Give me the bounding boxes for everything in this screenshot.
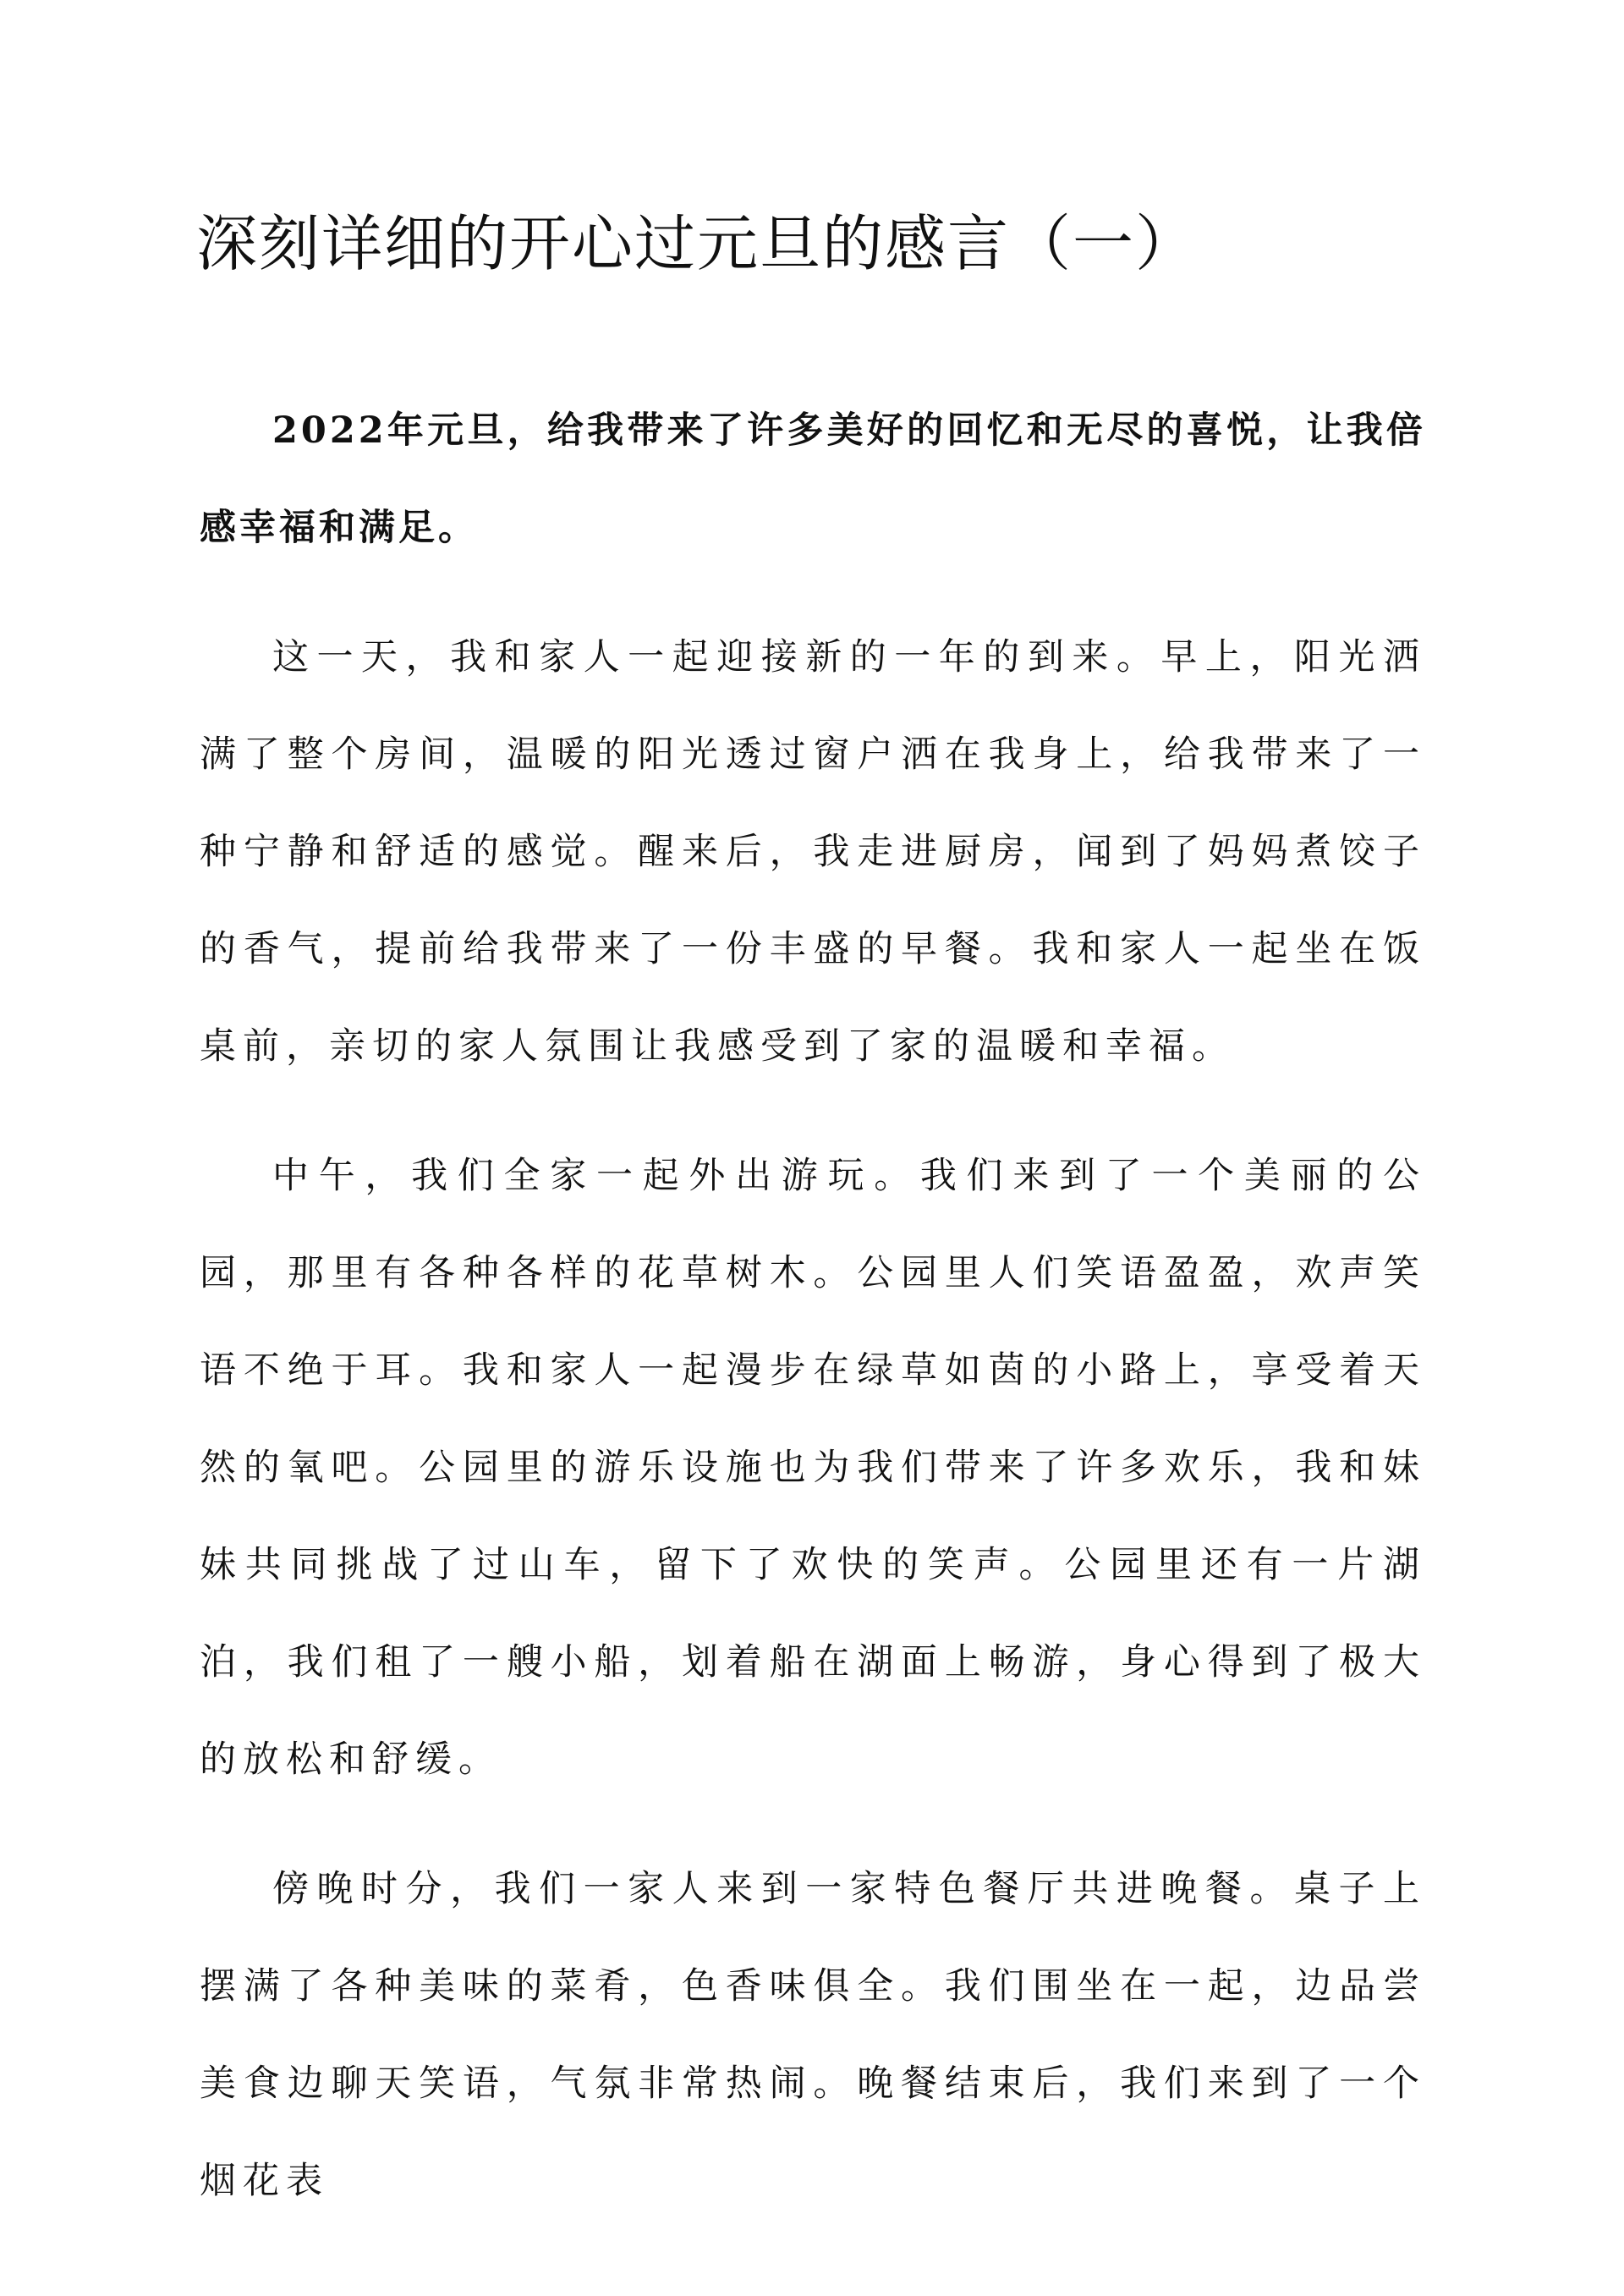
paragraph-morning: 这一天，我和家人一起迎接新的一年的到来。早上，阳光洒满了整个房间，温暖的阳光透过窗户洒在我身上，给我带来了一种宁静和舒适的感觉。醒来后，我走进厨房，闻到了妈妈煮饺子的香气，提前给我带来了一份丰盛的早餐。我和家人一起坐在饭桌前，亲切的家人氛围让我感受到了家的温暖和幸福。 bbox=[200, 636, 1426, 1068]
document-title: 深刻详细的开心过元旦的感言（一） bbox=[196, 208, 1199, 279]
paragraph-intro: 2022年元旦，给我带来了许多美好的回忆和无尽的喜悦，让我倍感幸福和满足。 bbox=[200, 409, 1426, 549]
paragraph-noon: 中午，我们全家一起外出游玩。我们来到了一个美丽的公园，那里有各种各样的花草树木。公园里人们笑语盈盈，欢声笑语不绝于耳。我和家人一起漫步在绿草如茵的小路上，享受着天然的氧吧。公园里的游乐设施也为我们带来了许多欢乐，我和妹妹共同挑战了过山车，留下了欢快的笑声。公园里还有一片湖泊，我们租了一艘小船，划着船在湖面上畅游，身心得到了极大的放松和舒缓。 bbox=[200, 1155, 1426, 1781]
paragraph-evening: 傍晚时分，我们一家人来到一家特色餐厅共进晚餐。桌子上摆满了各种美味的菜肴，色香味俱全。我们围坐在一起，边品尝美食边聊天笑语，气氛非常热闹。晚餐结束后，我们来到了一个烟花表 bbox=[200, 1868, 1426, 2202]
document-body bbox=[200, 382, 1426, 2262]
